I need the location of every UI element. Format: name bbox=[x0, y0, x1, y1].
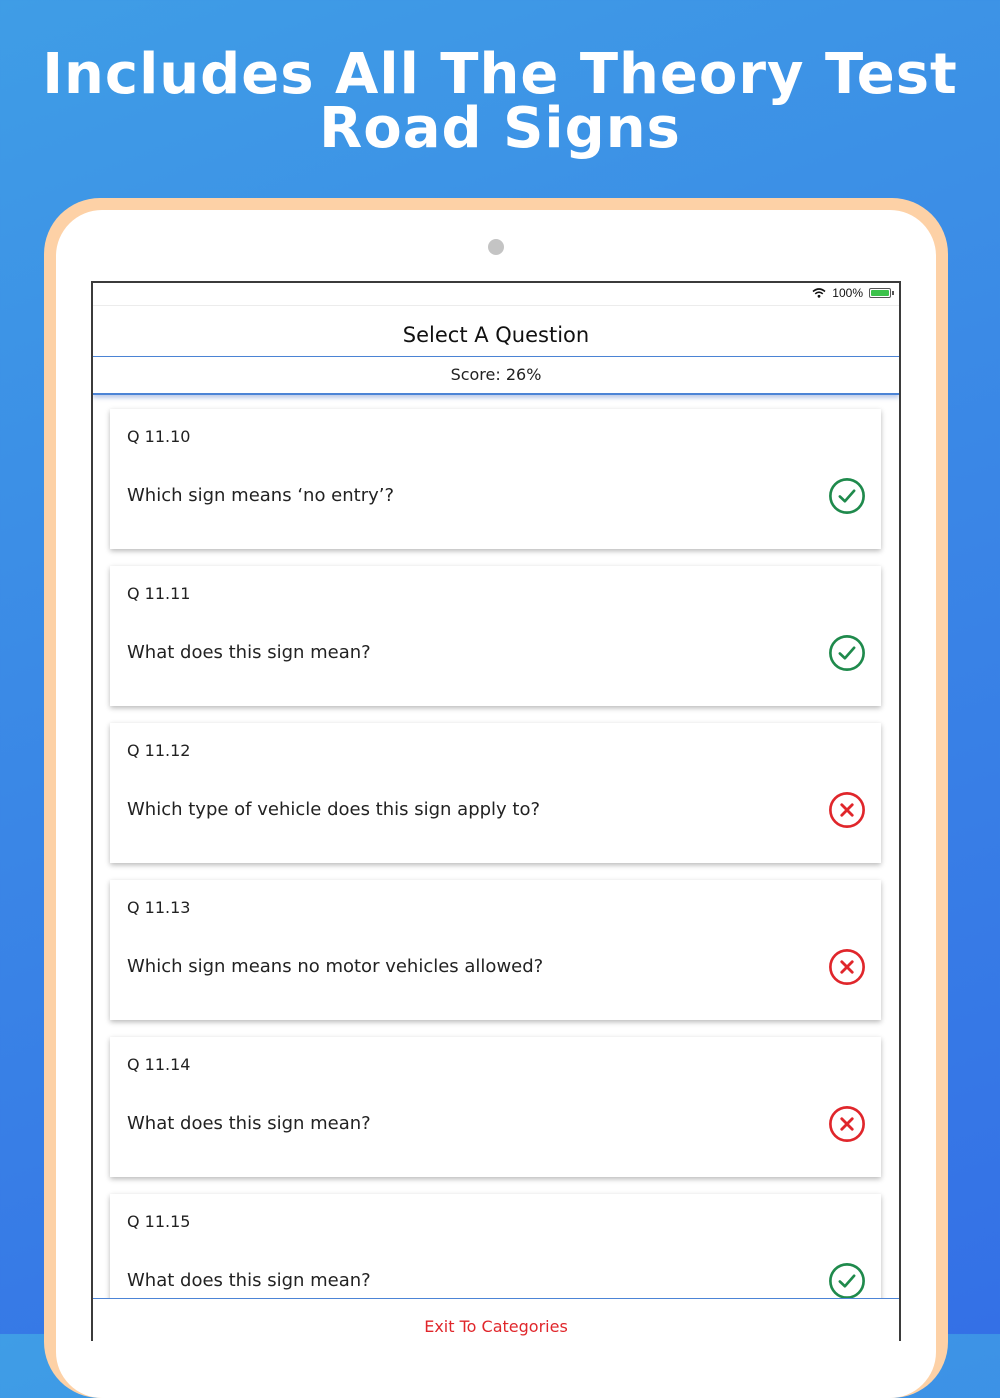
camera-dot bbox=[488, 239, 504, 255]
question-list[interactable] bbox=[93, 395, 899, 1299]
score-bar bbox=[93, 357, 899, 395]
headline bbox=[0, 42, 1000, 161]
cross-circle-icon bbox=[828, 948, 866, 986]
question-text: What does this sign mean? bbox=[127, 642, 371, 663]
headline-line-2: Road Signs bbox=[319, 96, 681, 161]
app-screen bbox=[91, 281, 901, 1341]
question-card[interactable] bbox=[110, 1194, 881, 1299]
question-number: Q 11.10 bbox=[127, 427, 191, 446]
page-title: Select A Question bbox=[402, 323, 590, 347]
score-label: Score: 26% bbox=[450, 365, 542, 384]
question-text: Which sign means ‘no entry’? bbox=[127, 485, 395, 506]
cross-circle-icon bbox=[828, 1105, 866, 1143]
question-number: Q 11.14 bbox=[127, 1055, 191, 1074]
status-bar bbox=[93, 283, 899, 306]
cross-circle-icon bbox=[828, 791, 866, 829]
nav-bar bbox=[93, 306, 899, 357]
question-text: What does this sign mean? bbox=[127, 1270, 371, 1291]
exit-to-categories-button[interactable]: Exit To Categories bbox=[424, 1317, 568, 1336]
check-circle-icon bbox=[828, 1262, 866, 1299]
question-text: Which type of vehicle does this sign apply to? bbox=[127, 799, 541, 820]
bottom-bar bbox=[93, 1298, 899, 1341]
battery-icon bbox=[869, 288, 891, 298]
question-text: Which sign means no motor vehicles allowed? bbox=[127, 956, 544, 977]
check-circle-icon bbox=[828, 634, 866, 672]
question-card[interactable] bbox=[110, 880, 881, 1020]
question-card[interactable] bbox=[110, 566, 881, 706]
battery-percent: 100% bbox=[832, 286, 863, 300]
headline-line-1: Includes All The Theory Test bbox=[42, 42, 958, 107]
check-circle-icon bbox=[828, 477, 866, 515]
wifi-icon bbox=[812, 288, 826, 298]
question-number: Q 11.11 bbox=[127, 584, 191, 603]
question-text: What does this sign mean? bbox=[127, 1113, 371, 1134]
question-card[interactable] bbox=[110, 723, 881, 863]
question-card[interactable] bbox=[110, 409, 881, 549]
question-card[interactable] bbox=[110, 1037, 881, 1177]
question-number: Q 11.12 bbox=[127, 741, 191, 760]
question-number: Q 11.15 bbox=[127, 1212, 191, 1231]
question-number: Q 11.13 bbox=[127, 898, 191, 917]
